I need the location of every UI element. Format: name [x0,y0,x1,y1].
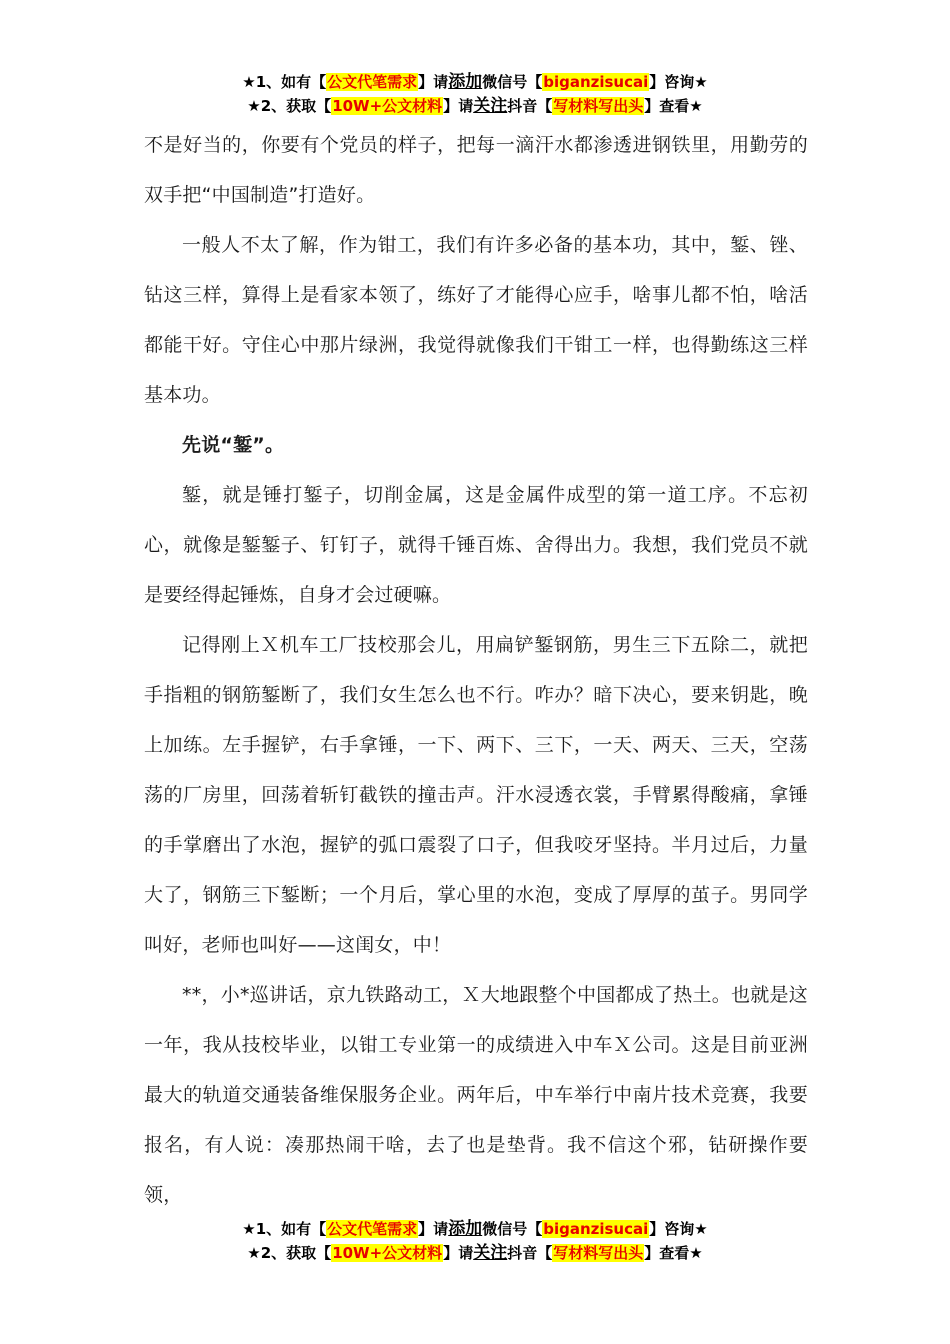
highlight-materials: 10W+公文材料 [332,1244,443,1262]
notice-text: 】查看★ [644,1244,703,1262]
header-notice [0,70,950,118]
notice-text: 微信号【 [482,1220,543,1238]
notice-text: 】请 [418,73,449,91]
highlight-douyin-account: 写材料写出头 [553,97,644,115]
highlight-service: 公文代笔需求 [327,73,418,91]
section-heading: 先说“錾”。 [182,434,285,456]
notice-text: 】请 [443,97,474,115]
notice-text: 】请 [418,1220,449,1238]
emphasis-follow: 关注 [473,96,508,116]
highlight-materials: 10W+公文材料 [332,97,443,115]
emphasis-follow: 关注 [473,1243,508,1263]
document-body [144,120,808,1220]
highlight-wechat-id: biganzisucai [543,1220,649,1238]
notice-text: ★1、如有【 [242,73,327,91]
notice-text: 】咨询★ [649,1220,708,1238]
notice-text: ★2、获取【 [247,1244,332,1262]
notice-text: 抖音【 [507,97,553,115]
footer-notice [0,1217,950,1265]
highlight-douyin-account: 写材料写出头 [553,1244,644,1262]
notice-text: 】请 [443,1244,474,1262]
notice-text: 】咨询★ [649,73,708,91]
paragraph: 记得刚上Ｘ机车工厂技校那会儿，用扁铲錾钢筋，男生三下五除二，就把手指粗的钢筋錾断了，我们女生怎么也不行。咋办？暗下决心，要来钥匙，晚上加练。左手握铲，右手拿锤，一下、两下、三下，一天、两天、三天，空荡荡的厂房里，回荡着斩钉截铁的撞击声。汗水浸透衣裳，手臂累得酸痛，拿锤的手掌磨出了水泡，握铲的弧口震裂了口子，但我咬牙坚持。半月过后，力量大了，钢筋三下錾断；一个月后，掌心里的水泡，变成了厚厚的茧子。男同学叫好，老师也叫好——这闺女，中！ [144,634,808,956]
notice-line-1 [0,1217,950,1241]
notice-text: 抖音【 [507,1244,553,1262]
emphasis-add: 添加 [448,1219,483,1239]
notice-text: 微信号【 [482,73,543,91]
paragraph: 不是好当的，你要有个党员的样子，把每一滴汗水都渗透进钢铁里，用勤劳的双手把“中国制造”打造好。 [144,134,808,206]
paragraph: **，小*巡讲话，京九铁路动工，Ｘ大地跟整个中国都成了热土。也就是这一年，我从技校毕业，以钳工专业第一的成绩进入中车Ｘ公司。这是目前亚洲最大的轨道交通装备维保服务企业。两年后，中车举行中南片技术竞赛，我要报名，有人说：凑那热闹干啥，去了也是垫背。我不信这个邪，钻研操作要领， [144,984,808,1206]
notice-line-2 [0,1241,950,1265]
paragraph: 錾，就是锤打錾子，切削金属，这是金属件成型的第一道工序。不忘初心，就像是錾錾子、钉钉子，就得千锤百炼、舍得出力。我想，我们党员不就是要经得起锤炼，自身才会过硬嘛。 [144,484,808,606]
notice-line-2 [0,94,950,118]
highlight-wechat-id: biganzisucai [543,73,649,91]
notice-text: ★1、如有【 [242,1220,327,1238]
highlight-service: 公文代笔需求 [327,1220,418,1238]
notice-line-1 [0,70,950,94]
notice-text: 】查看★ [644,97,703,115]
notice-text: ★2、获取【 [247,97,332,115]
emphasis-add: 添加 [448,72,483,92]
paragraph: 一般人不太了解，作为钳工，我们有许多必备的基本功，其中，錾、锉、钻这三样，算得上是看家本领了，练好了才能得心应手，啥事儿都不怕，啥活都能干好。守住心中那片绿洲，我觉得就像我们干钳工一样，也得勤练这三样基本功。 [144,234,808,406]
